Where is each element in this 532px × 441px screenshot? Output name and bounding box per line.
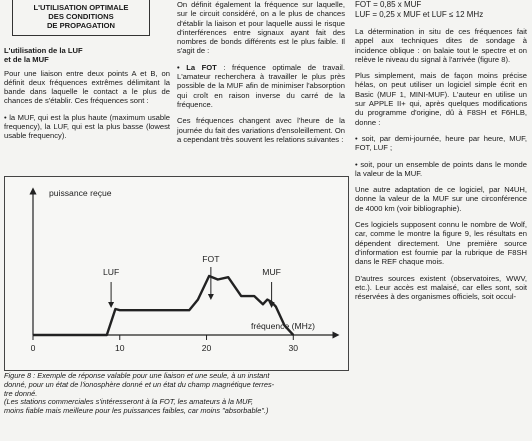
response-chart-svg (5, 177, 348, 370)
paragraph: Une autre adaptation de ce logiciel, par N4UH, donne la valeur de la MUF sur une circonférence de 4000 km (voir bibliographie). (355, 185, 527, 213)
article-title (12, 0, 150, 36)
formula-fot: FOT = 0,85 x MUF (355, 0, 422, 9)
paragraph: D'autres sources existent (observatoires, WWV, etc.). Leur accès est malaisé, car elles sont, soit réservées à des organismes officiels, soit occul- (355, 273, 527, 302)
title-line-2: DES CONDITIONS (48, 12, 114, 21)
title-line-3: DE PROPAGATION (46, 21, 116, 30)
column-3 (355, 0, 527, 308)
paragraph: Plus simplement, mais de façon moins précise hélas, on peut utiliser un logiciel simple écrit en Basic (MUF 1, MINI-MUF). L'auteur en utilise un sur APPLE II+ qui, après quelques modifications du programme d'origine, dû à F8SH et F6HLB, donne : (355, 71, 527, 127)
figure-8-chart (4, 176, 349, 371)
paragraph: • soit, par demi-journée, heure par heure, MUF, FOT, LUF ; (355, 133, 527, 153)
fot-definition: : fréquence optimale de travail. L'amateur recherchera à travailler le plus près possible de la MUF afin de minimiser l'absorption qui croît en raison inverse du carré de la fréquence. (177, 62, 345, 109)
y-axis-label: puissance reçue (49, 188, 112, 198)
paragraph: Ces logiciels supposent connu le nombre de Wolf, car, comme le montre la figure 9, les résultats en dépendent directement. Une première source d'information est fournie par la rubrique de F8SH dans le REF chaque mois. (355, 220, 527, 267)
caption-line: tre donné. (4, 388, 38, 398)
column-2 (177, 0, 345, 151)
formula-block (355, 0, 527, 20)
paragraph: • la MUF, qui est la plus haute (maximum usable frequency), la LUF, qui est la plus basse (lowest usable frequency). (4, 112, 170, 141)
paragraph: Pour une liaison entre deux points A et B, on définit deux fréquences extrêmes délimitant la bande dans laquelle le contact a le plus de chances de s'établir. Ces fréquences sont : (4, 68, 170, 106)
paragraph: Ces fréquences changent avec l'heure de la journée du fait des variations d'ensoleillement. On a cependant très souvent les relations suivantes : (177, 116, 345, 144)
paragraph: • soit, pour un ensemble de points dans le monde la valeur de la MUF. (355, 159, 527, 178)
x-axis-label: fréquence (MHz) (251, 321, 315, 331)
caption-line: moins fiable mais meilleure pour les puissances faibles, car moins "absorbable".) (4, 406, 269, 416)
column-1 (4, 0, 170, 148)
subhead-line-2: et de la MUF (4, 55, 49, 65)
caption-line: Figure 8 : Exemple de réponse valable pour une liaison et une seule, à un instant (4, 371, 270, 380)
annotation-label-fot: FOT (202, 254, 220, 264)
x-tick-label: 0 (30, 343, 36, 353)
formula-luf: LUF = 0,25 x MUF et LUF ≤ 12 MHz (355, 10, 484, 19)
paragraph-fot (177, 63, 345, 109)
caption-line: (Les stations commerciales s'intéresseront à la FOT, les amateurs à la MUF, (4, 397, 254, 407)
figure-caption (4, 372, 347, 416)
annotation-label-luf: LUF (102, 267, 120, 277)
section-subheading (4, 46, 170, 65)
fot-term: • La FOT (177, 62, 217, 72)
x-tick-label: 10 (114, 343, 125, 353)
x-tick-label: 30 (288, 343, 299, 353)
x-tick-label: 20 (201, 343, 212, 353)
annotation-label-muf: MUF (262, 267, 281, 277)
paragraph: On définit également la fréquence sur laquelle, sur le circuit considéré, on a le plus de chances d'établir la liaison et pour laquelle aussi le risque d'interférences entre signaux ayant fait des nombres de bonds différents est le plus faible. Il s'agit de : (177, 0, 345, 56)
subhead-line-1: L'utilisation de la LUF (4, 46, 83, 55)
paragraph: La détermination in situ de ces fréquences fait appel aux techniques dites de sondage à incidence oblique : on balaie tout le spectre et on relève le niveau du signal à l'arrivée (figure 8). (355, 27, 527, 64)
caption-line: donné, pour un état de l'ionosphère donné et un état du champ magnétique terres- (4, 379, 275, 389)
title-line-1: L'UTILISATION OPTIMALE (33, 3, 129, 12)
